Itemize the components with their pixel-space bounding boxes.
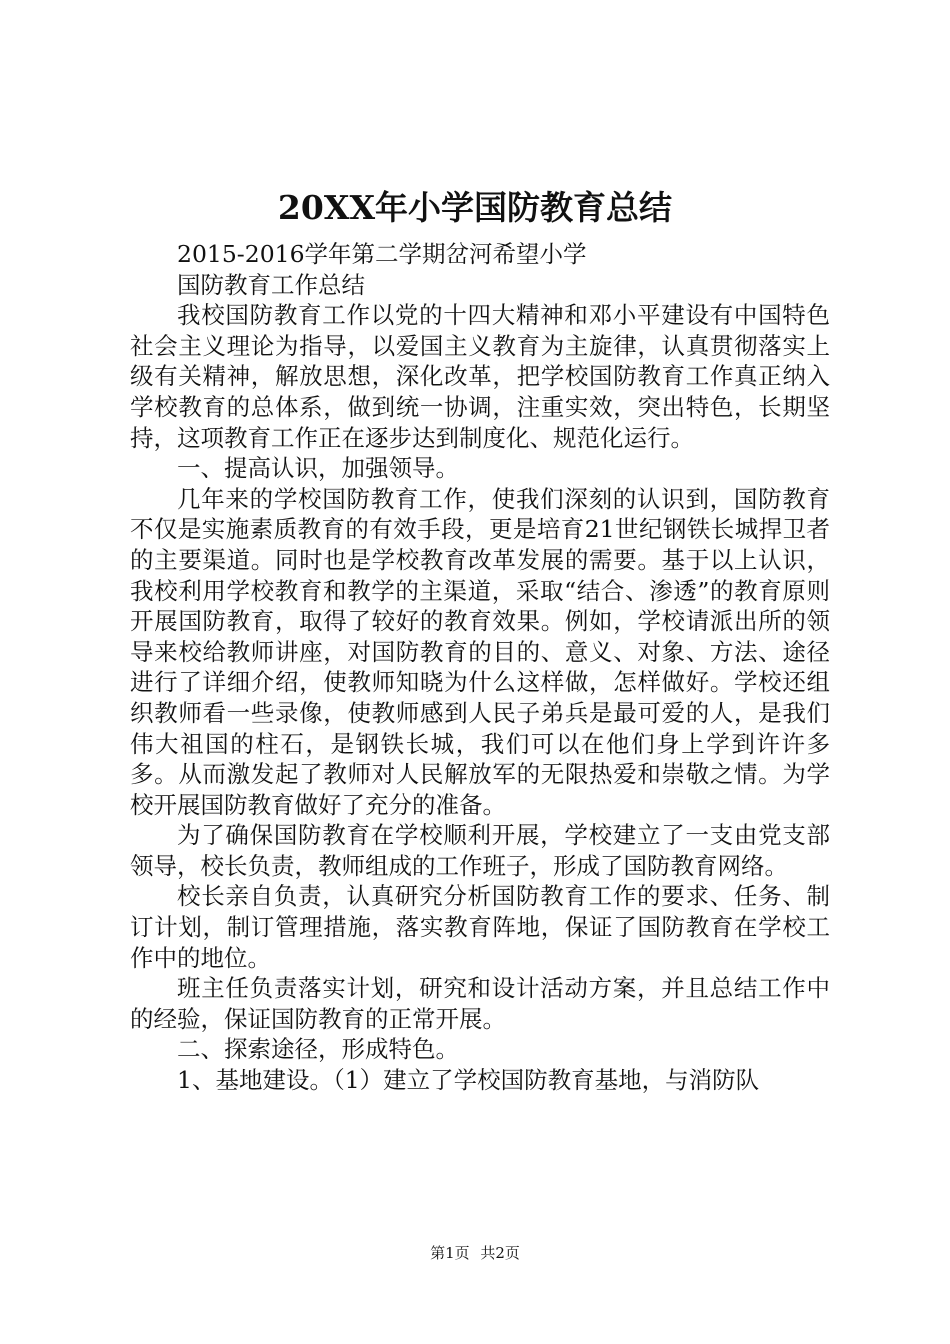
page-number: 第1页 bbox=[430, 1244, 470, 1262]
page-total: 共2页 bbox=[480, 1244, 520, 1262]
paragraph-base-building: 1、基地建设。（1）建立了学校国防教育基地，与消防队 bbox=[177, 1066, 760, 1095]
section-heading-2: 二、探索途径，形成特色。 bbox=[177, 1035, 459, 1064]
paragraph-principal: 校长亲自负责，认真研究分析国防教育工作的要求、任务、制订计划，制订管理措施，落实教育阵地，保证了国防教育在学校工作中的地位。 bbox=[130, 882, 830, 972]
page-footer bbox=[0, 1243, 950, 1263]
section-heading-1: 一、提高认识，加强领导。 bbox=[177, 454, 459, 483]
paragraph-intro: 我校国防教育工作以党的十四大精神和邓小平建设有中国特色社会主义理论为指导，以爱国主义教育为主旋律，认真贯彻落实上级有关精神，解放思想，深化改革，把学校国防教育工作真正纳入学校教育的总体系，做到统一协调，注重实效，突出特色，长期坚持，这项教育工作正在逐步达到制度化、规范化运行。 bbox=[130, 301, 830, 452]
paragraph-team: 为了确保国防教育在学校顺利开展，学校建立了一支由党支部领导，校长负责，教师组成的工作班子，形成了国防教育网络。 bbox=[130, 821, 830, 880]
document-body bbox=[130, 239, 830, 1096]
paragraph-subtitle: 国防教育工作总结 bbox=[177, 270, 365, 299]
paragraph-head-teacher: 班主任负责落实计划，研究和设计活动方案，并且总结工作中的经验，保证国防教育的正常开展。 bbox=[130, 974, 830, 1033]
paragraph-school-term: 2015-2016学年第二学期岔河希望小学 bbox=[177, 240, 587, 268]
paragraph-awareness: 几年来的学校国防教育工作，使我们深刻的认识到，国防教育不仅是实施素质教育的有效手段，更是培育21世纪钢铁长城捍卫者的主要渠道。同时也是学校教育改革发展的需要。基于以上认识，我校利用学校教育和教学的主渠道，采取“结合、渗透”的教育原则开展国防教育，取得了较好的教育效果。例如，学校请派出所的领导来校给教师讲座，对国防教育的目的、意义、对象、方法、途径进行了详细介绍，使教师知晓为什么这样做，怎样做好。学校还组织教师看一些录像，使教师感到人民子弟兵是最可爱的人，是我们伟大祖国的柱石，是钢铁长城，我们可以在他们身上学到许许多多。从而激发起了教师对人民解放军的无限热爱和崇敬之情。为学校开展国防教育做好了充分的准备。 bbox=[130, 484, 830, 819]
document-title: 20XX年小学国防教育总结 bbox=[277, 188, 673, 227]
